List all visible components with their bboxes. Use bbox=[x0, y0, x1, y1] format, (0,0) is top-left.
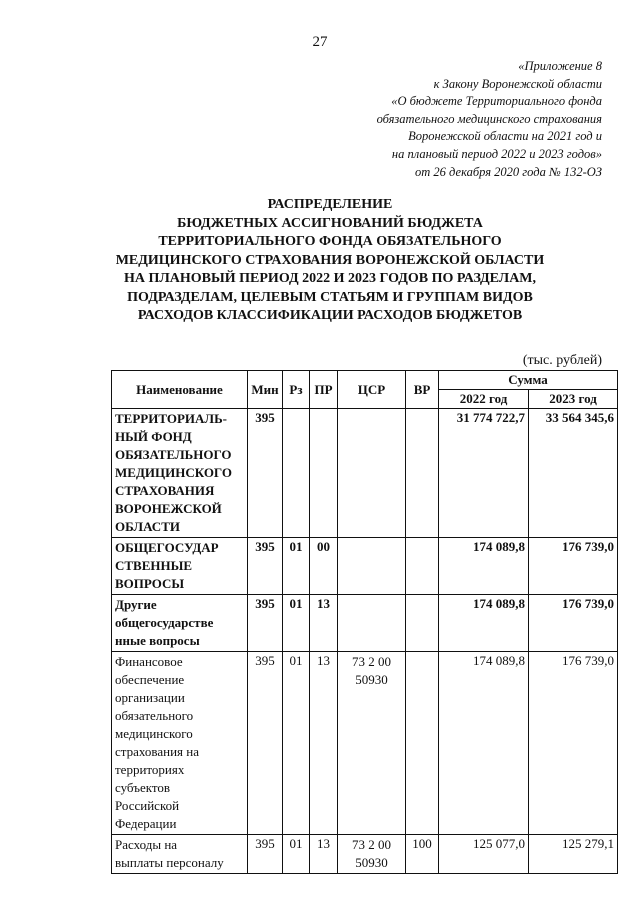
title-line: БЮДЖЕТНЫХ АССИГНОВАНИЙ БЮДЖЕТА bbox=[177, 215, 483, 231]
appendix-line: «О бюджете Территориального фонда bbox=[391, 94, 602, 109]
cell-pr: 13 bbox=[310, 595, 338, 652]
cell-csr: 73 2 00 50930 bbox=[338, 652, 406, 835]
appendix-line: на плановый период 2022 и 2023 годов» bbox=[391, 146, 602, 161]
cell-name: Другие общегосударстве нные вопросы bbox=[112, 595, 248, 652]
table-row bbox=[112, 538, 618, 595]
cell-pr bbox=[310, 409, 338, 538]
cell-2022: 174 089,8 bbox=[439, 652, 529, 835]
cell-pr: 13 bbox=[310, 835, 338, 874]
header-2023: 2023 год bbox=[529, 390, 618, 409]
cell-rz: 01 bbox=[283, 595, 310, 652]
cell-2022: 31 774 722,7 bbox=[439, 409, 529, 538]
appendix-line: к Закону Воронежской области bbox=[433, 76, 602, 91]
page-number: 27 bbox=[312, 34, 328, 50]
cell-rz bbox=[283, 409, 310, 538]
budget-table bbox=[111, 370, 618, 874]
header-csr: ЦСР bbox=[338, 371, 406, 409]
cell-vr bbox=[406, 409, 439, 538]
cell-2023: 33 564 345,6 bbox=[529, 409, 618, 538]
cell-rz: 01 bbox=[283, 652, 310, 835]
cell-2022: 174 089,8 bbox=[439, 595, 529, 652]
cell-csr bbox=[338, 409, 406, 538]
appendix-note bbox=[272, 58, 602, 181]
cell-csr: 73 2 00 50930 bbox=[338, 835, 406, 874]
cell-csr bbox=[338, 538, 406, 595]
appendix-line: Воронежской области на 2021 год и bbox=[408, 129, 602, 144]
cell-rz: 01 bbox=[283, 835, 310, 874]
cell-2023: 176 739,0 bbox=[529, 538, 618, 595]
title-line: ПОДРАЗДЕЛАМ, ЦЕЛЕВЫМ СТАТЬЯМ И ГРУППАМ ВИДОВ bbox=[127, 289, 533, 305]
cell-name: Расходы на выплаты персоналу bbox=[112, 835, 248, 874]
header-2022: 2022 год bbox=[439, 390, 529, 409]
cell-min: 395 bbox=[248, 595, 283, 652]
cell-vr: 100 bbox=[406, 835, 439, 874]
cell-name: Финансовое обеспечение организации обязательного медицинского страхования на территориях субъектов Российской Федерации bbox=[112, 652, 248, 835]
header-sum: Сумма bbox=[439, 371, 618, 390]
table-row bbox=[112, 835, 618, 874]
cell-min: 395 bbox=[248, 538, 283, 595]
cell-min: 395 bbox=[248, 652, 283, 835]
header-rz: Рз bbox=[283, 371, 310, 409]
cell-2022: 125 077,0 bbox=[439, 835, 529, 874]
cell-2023: 176 739,0 bbox=[529, 595, 618, 652]
cell-pr: 00 bbox=[310, 538, 338, 595]
cell-2022: 174 089,8 bbox=[439, 538, 529, 595]
units-label: (тыс. рублей) bbox=[522, 353, 602, 368]
header-pr: ПР bbox=[310, 371, 338, 409]
title-line: РАСПРЕДЕЛЕНИЕ bbox=[267, 197, 393, 212]
document-title bbox=[100, 196, 560, 326]
cell-name: ОБЩЕГОСУДАР СТВЕННЫЕ ВОПРОСЫ bbox=[112, 538, 248, 595]
appendix-line: «Приложение 8 bbox=[518, 59, 602, 73]
title-line: РАСХОДОВ КЛАССИФИКАЦИИ РАСХОДОВ БЮДЖЕТОВ bbox=[137, 308, 523, 323]
header-min: Мин bbox=[248, 371, 283, 409]
cell-2023: 125 279,1 bbox=[529, 835, 618, 874]
cell-vr bbox=[406, 538, 439, 595]
appendix-line: обязательного медицинского страхования bbox=[376, 111, 602, 126]
table-row bbox=[112, 652, 618, 835]
title-line: МЕДИЦИНСКОГО СТРАХОВАНИЯ ВОРОНЕЖСКОЙ ОБЛАСТИ bbox=[115, 252, 545, 268]
appendix-line: от 26 декабря 2020 года № 132-ОЗ bbox=[415, 164, 602, 179]
title-line: НА ПЛАНОВЫЙ ПЕРИОД 2022 И 2023 ГОДОВ ПО РАЗДЕЛАМ, bbox=[123, 271, 537, 286]
cell-vr bbox=[406, 652, 439, 835]
cell-csr bbox=[338, 595, 406, 652]
cell-name: ТЕРРИТОРИАЛЬ- НЫЙ ФОНД ОБЯЗАТЕЛЬНОГО МЕДИЦИНСКОГО СТРАХОВАНИЯ ВОРОНЕЖСКОЙ ОБЛАСТИ bbox=[112, 409, 248, 538]
cell-pr: 13 bbox=[310, 652, 338, 835]
cell-vr bbox=[406, 595, 439, 652]
cell-min: 395 bbox=[248, 409, 283, 538]
cell-min: 395 bbox=[248, 835, 283, 874]
header-name: Наименование bbox=[112, 371, 248, 409]
table-row bbox=[112, 595, 618, 652]
cell-rz: 01 bbox=[283, 538, 310, 595]
header-vr: ВР bbox=[406, 371, 439, 409]
cell-2023: 176 739,0 bbox=[529, 652, 618, 835]
table-row bbox=[112, 409, 618, 538]
title-line: ТЕРРИТОРИАЛЬНОГО ФОНДА ОБЯЗАТЕЛЬНОГО bbox=[158, 234, 502, 249]
